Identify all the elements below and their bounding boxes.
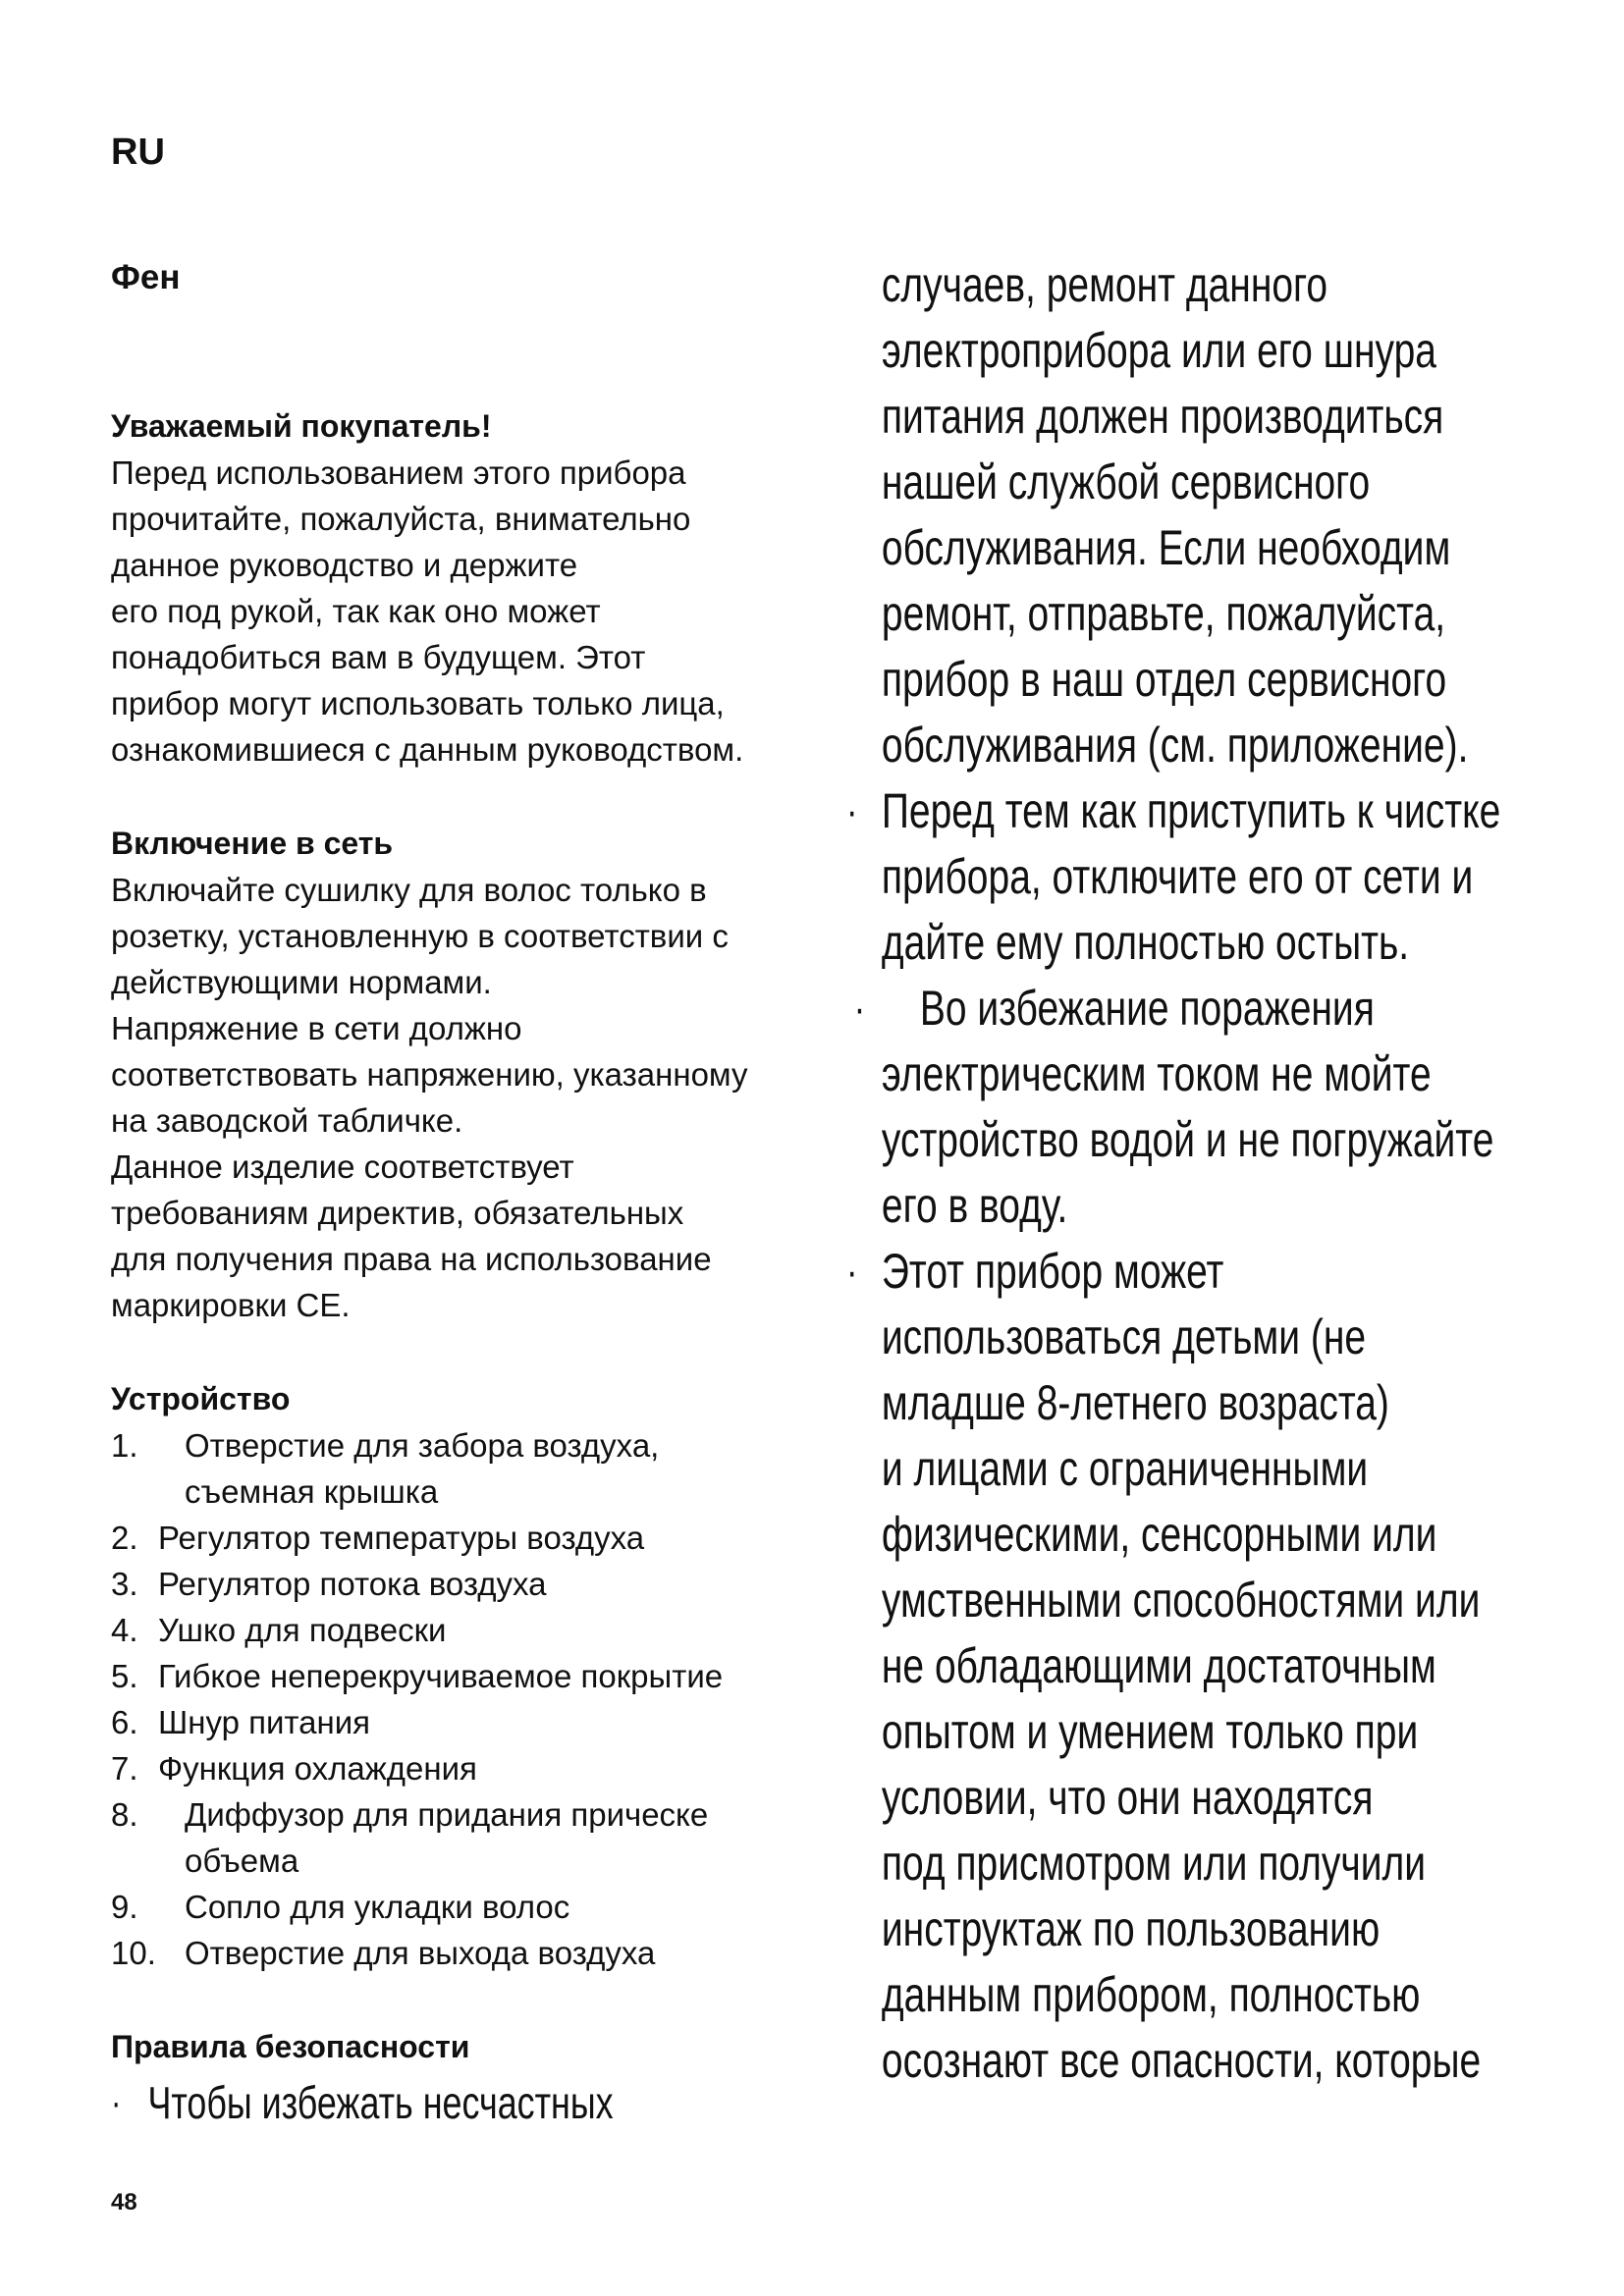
text-line: дайте ему полностью остыть. [881, 915, 1410, 970]
text-line: на заводской табличке. [111, 1102, 463, 1139]
power-text [111, 867, 798, 1328]
list-text: Диффузор для придания прическе объема [185, 1796, 709, 1879]
text-line: данным прибором, полностью [881, 1967, 1421, 2022]
list-number: 2. [111, 1520, 138, 1556]
list-number: 1. [111, 1427, 138, 1464]
list-number: 10. [111, 1935, 156, 1971]
text-line: младше 8-летнего возраста) [881, 1375, 1389, 1430]
right-column [846, 252, 1534, 2094]
text-line: Перед использованием этого прибора [111, 454, 686, 491]
list-item [111, 1422, 798, 1515]
text-line: прочитайте, пожалуйста, внимательно [111, 501, 691, 537]
list-item [111, 1607, 798, 1653]
text-line: розетку, установленную в соответствии с [111, 918, 729, 954]
text-line: прибор в наш отдел сервисного [881, 652, 1447, 707]
bullet-icon: · [846, 787, 858, 835]
text-line: питания должен производиться [881, 389, 1444, 444]
greeting-heading: Уважаемый покупатель! [111, 408, 492, 444]
text-line: электроприбора или его шнура [881, 323, 1436, 378]
list-text: Регулятор потока воздуха [158, 1566, 547, 1602]
text-line: нашей службой сервисного [881, 454, 1371, 509]
safety-text: Перед тем как приступить к чистке [881, 783, 1501, 838]
text-line: под присмотром или получили [881, 1836, 1427, 1891]
text-line: действующими нормами. [111, 964, 492, 1000]
greeting-text [111, 450, 798, 773]
text-line: использоваться детьми (не [881, 1309, 1367, 1364]
list-number: 7. [111, 1750, 138, 1787]
text-line: обслуживания. Если необходим [881, 520, 1451, 575]
device-heading: Устройство [111, 1381, 291, 1416]
list-text: Гибкое неперекручиваемое покрытие [158, 1658, 724, 1694]
list-number: 3. [111, 1566, 138, 1602]
text-line: не обладающими достаточным [881, 1638, 1436, 1693]
list-item [111, 1515, 798, 1561]
text-line: прибор могут использовать только лица, [111, 685, 725, 721]
list-item [111, 1791, 798, 1884]
text-line: требованиям директив, обязательных [111, 1195, 684, 1231]
text-line: случаев, ремонт данного [881, 257, 1328, 312]
list-text: Регулятор температуры воздуха [158, 1520, 645, 1556]
list-item [111, 1653, 798, 1699]
greeting-section [111, 402, 798, 773]
list-text: Сопло для укладки волос [185, 1889, 570, 1925]
text-line: умственными способностями или [881, 1573, 1481, 1628]
text-line: Данное изделие соответствует [111, 1148, 574, 1185]
text-line: и лицами с ограниченными [881, 1441, 1369, 1496]
list-item [111, 1699, 798, 1745]
safety-text: Чтобы избежать несчастных [147, 2077, 614, 2128]
text-line: прибора, отключите его от сети и [881, 849, 1474, 904]
safety-bullet [846, 976, 1382, 1041]
text-line: физическими, сенсорными или [881, 1507, 1437, 1562]
list-text: Отверстие для забора воздуха, съемная крышка [185, 1427, 660, 1510]
text-line: ознакомившиеся с данным руководством. [111, 731, 744, 768]
list-text: Ушко для подвески [158, 1612, 447, 1648]
text-line: данное руководство и держите [111, 547, 578, 583]
power-section [111, 820, 798, 1328]
text-line: его в воду. [881, 1178, 1068, 1233]
bullet-icon: · [111, 2081, 122, 2124]
text-line: маркировки CE. [111, 1287, 351, 1323]
power-heading: Включение в сеть [111, 826, 394, 861]
list-item [111, 1884, 798, 1930]
safety-text: Во избежание поражения [919, 981, 1375, 1036]
text-line: электрическим током не мойте [881, 1046, 1432, 1101]
list-item [111, 1930, 798, 1976]
safety-heading: Правила безопасности [111, 2029, 470, 2064]
safety-text: Этот прибор может [881, 1244, 1224, 1299]
device-section [111, 1375, 798, 1976]
text-line: условии, что они находятся [881, 1770, 1374, 1825]
list-number: 5. [111, 1658, 138, 1694]
text-line: соответствовать напряжению, указанному [111, 1056, 748, 1093]
list-text: Шнур питания [158, 1704, 371, 1740]
safety-section [111, 2023, 798, 2135]
list-item [111, 1561, 798, 1607]
list-number: 6. [111, 1704, 138, 1740]
list-text: Отверстие для выхода воздуха [185, 1935, 656, 1971]
left-column [111, 258, 798, 2135]
safety-bullet [846, 778, 1501, 844]
text-line: обслуживания (см. приложение). [881, 718, 1469, 773]
safety-bullet [111, 2070, 739, 2135]
bullet-icon: · [846, 1248, 858, 1296]
document-title: Фен [111, 258, 181, 296]
text-line: ремонт, отправьте, пожалуйста, [881, 586, 1446, 641]
text-line: Напряжение в сети должно [111, 1010, 522, 1046]
text-line: инструктаж по пользованию [881, 1901, 1380, 1956]
text-line: понадобиться вам в будущем. Этот [111, 639, 646, 675]
page-number: 48 [111, 2189, 137, 2216]
text-line: опытом и умением только при [881, 1704, 1419, 1759]
text-line: для получения права на использование [111, 1241, 712, 1277]
list-number: 8. [111, 1796, 138, 1833]
bullet-icon: · [853, 985, 866, 1033]
text-line: осознают все опасности, которые [881, 2033, 1482, 2088]
list-number: 4. [111, 1612, 138, 1648]
text-line: его под рукой, так как оно может [111, 593, 601, 629]
list-text: Функция охлаждения [158, 1750, 477, 1787]
safety-bullet [846, 1239, 1382, 1305]
list-number: 9. [111, 1889, 138, 1925]
text-line: устройство водой и не погружайте [881, 1112, 1494, 1167]
language-code: RU [111, 132, 165, 173]
text-line: Включайте сушилку для волос только в [111, 872, 707, 908]
device-parts-list [111, 1422, 798, 1976]
list-item [111, 1745, 798, 1791]
